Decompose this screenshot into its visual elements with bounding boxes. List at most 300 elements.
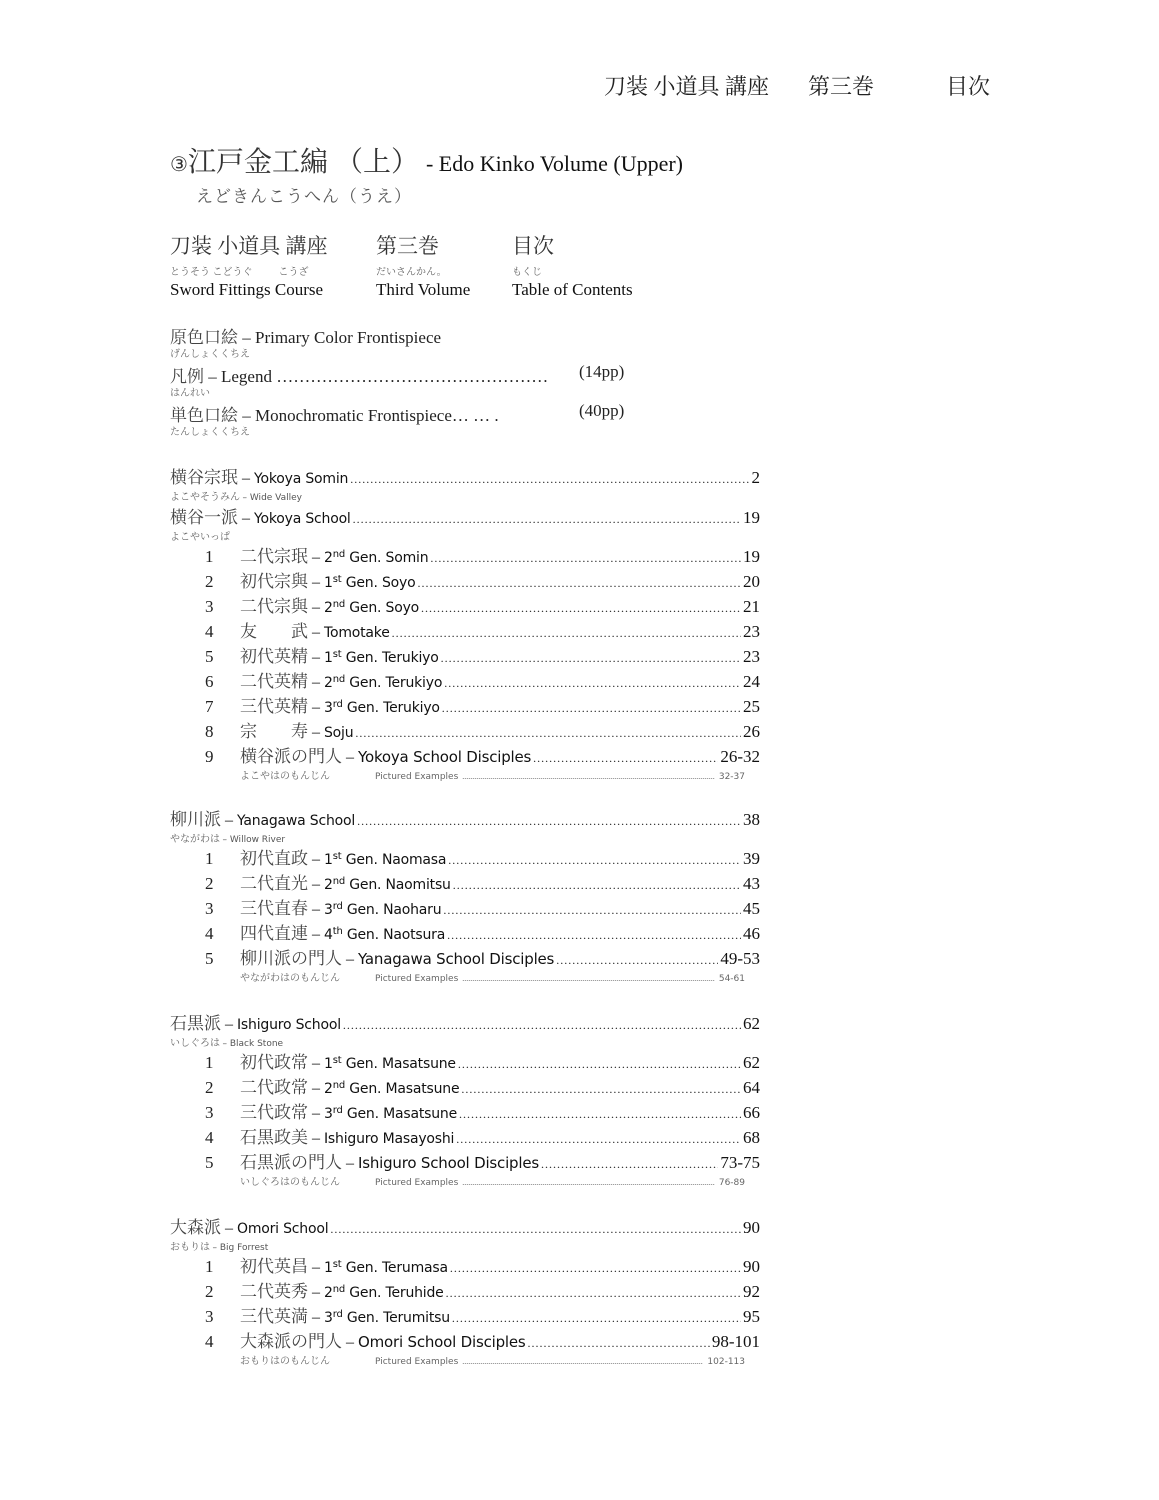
toc-entry[interactable]: [170, 944, 760, 969]
toc-section: [170, 503, 760, 781]
entry-jp: 三代政常: [240, 1103, 308, 1122]
entry-number: 3: [205, 1103, 214, 1122]
entry-name: Gen. Terumasa: [345, 1260, 448, 1276]
pictured-pages: 54-61: [718, 974, 745, 984]
generation-number: 1: [324, 650, 333, 666]
entry-jp: 初代宗與: [240, 572, 308, 591]
leader-dots: [458, 1057, 741, 1072]
title-jp: 江戸金工編 （上）: [187, 147, 419, 178]
toc-entry[interactable]: [170, 1327, 760, 1352]
entry-name: Gen. Terukiyo: [345, 650, 439, 666]
pictured-examples[interactable]: [170, 767, 745, 781]
section-heading[interactable]: [170, 503, 760, 528]
front-jp: 凡例: [170, 367, 204, 386]
ordinal-suffix: rd: [332, 901, 343, 912]
dash: –: [312, 649, 320, 666]
entry-name: Ishiguro Masayoshi: [324, 1131, 455, 1147]
volume-title: [170, 140, 683, 180]
leader-dots: [462, 974, 715, 983]
generation-number: 2: [324, 675, 333, 691]
ordinal-suffix: th: [332, 926, 343, 937]
generation-number: 3: [324, 902, 333, 918]
generation-number: 2: [324, 550, 333, 566]
generation-number: 3: [324, 1310, 333, 1326]
section-kana: [170, 528, 760, 542]
entry-name: Gen. Masatsune: [349, 1081, 460, 1097]
toc-entry[interactable]: [170, 869, 760, 894]
toc-entry[interactable]: [170, 742, 760, 767]
page-number: 21: [743, 597, 760, 616]
section-heading[interactable]: [170, 1009, 760, 1034]
page-number: 26: [743, 722, 760, 741]
page-number: 23: [743, 647, 760, 666]
toc-entry[interactable]: [170, 919, 760, 944]
toc-entry[interactable]: [170, 1148, 760, 1173]
toc-entry[interactable]: [170, 692, 760, 717]
entry-en: [324, 625, 390, 641]
ordinal-suffix: nd: [332, 876, 346, 887]
leader-dots: [350, 472, 749, 487]
generation-number: 1: [324, 1260, 333, 1276]
entry-number: 1: [205, 849, 214, 868]
entry-number: 2: [205, 1282, 214, 1301]
dash: –: [242, 510, 250, 527]
ordinal-suffix: st: [332, 649, 342, 660]
entry-number: 1: [205, 1053, 214, 1072]
entry-en: [324, 549, 428, 566]
leader-dots: [461, 1082, 741, 1097]
dash: –: [225, 1016, 233, 1033]
dash: –: [312, 851, 320, 868]
dash: –: [242, 328, 251, 347]
meaning: – Willow River: [222, 835, 286, 845]
page-number: 62: [743, 1053, 760, 1072]
leader-dots: [459, 1107, 741, 1122]
leader-dots: [357, 814, 741, 829]
entry-en: Yokoya Somin: [254, 471, 349, 487]
generation-number: 1: [324, 1056, 333, 1072]
leader-dots: [392, 626, 741, 641]
kana: おもりは: [170, 1242, 210, 1253]
page-count: (14pp): [579, 362, 625, 381]
entry-jp: 二代宗與: [240, 597, 308, 616]
title-en: - Edo Kinko Volume (Upper): [425, 151, 683, 176]
entry-jp: 石黒政美: [240, 1128, 308, 1147]
pictured-label: Pictured Examples: [375, 772, 459, 782]
section-jp: 横谷一派: [170, 508, 238, 527]
toc-entry[interactable]: [170, 1098, 760, 1123]
entry-number: 1: [205, 1257, 214, 1276]
dash: –: [312, 1259, 320, 1276]
entry-en: [324, 1284, 444, 1301]
section-en: Yanagawa School: [237, 813, 356, 829]
generation-number: 4: [324, 927, 333, 943]
front-kana: はんれい: [170, 388, 210, 399]
generation-number: 3: [324, 1106, 333, 1122]
page-number: 98-101: [711, 1332, 760, 1351]
section-en: Omori School: [237, 1221, 329, 1237]
leader-dots: [452, 1311, 741, 1326]
title-kana: えどきんこうへん（うえ）: [196, 187, 412, 206]
entry-jp: 柳川派の門人: [240, 949, 342, 968]
section-heading[interactable]: [170, 1213, 760, 1238]
dash: –: [312, 1284, 320, 1301]
kana: いしぐろは: [170, 1038, 220, 1049]
entry-name: Gen. Terumitsu: [346, 1310, 450, 1326]
entry-en: [324, 876, 451, 893]
entry-name: Yokoya School Disciples: [358, 748, 532, 766]
volume-en: Third Volume: [376, 280, 471, 299]
entry-name: Gen. Somin: [349, 550, 429, 566]
entry-jp: 二代宗珉: [240, 547, 308, 566]
ordinal-suffix: st: [332, 574, 342, 585]
leader-dots: … … .: [451, 406, 499, 425]
generation-number: 3: [324, 700, 333, 716]
leader-dots: …………………………………………: [271, 367, 549, 386]
entry-name: Tomotake: [324, 625, 390, 641]
entry-en: [358, 748, 531, 766]
leader-dots: [533, 751, 718, 766]
toc-entry[interactable]: [170, 1302, 760, 1327]
entry-number: 9: [205, 747, 214, 766]
meaning: – Big Forrest: [212, 1243, 269, 1253]
dash: –: [346, 749, 354, 766]
toc-section: [170, 1213, 760, 1366]
page-number: 39: [743, 849, 760, 868]
entry-number: 2: [205, 572, 214, 591]
toc-entry[interactable]: [170, 617, 760, 642]
entry-name: Soju: [324, 725, 354, 741]
dash: –: [225, 812, 233, 829]
kana: やながわは: [170, 834, 220, 845]
front-en: Primary Color Frontispiece: [255, 328, 442, 347]
section-kana: [170, 1238, 760, 1252]
entry-name: Gen. Naomitsu: [349, 877, 451, 893]
dash: –: [346, 1334, 354, 1351]
entry-name: Gen. Soyo: [345, 575, 416, 591]
entry-number: 2: [205, 874, 214, 893]
toc-entry[interactable]: [170, 1073, 760, 1098]
leader-dots: [462, 1178, 715, 1187]
entry-number: 5: [205, 647, 214, 666]
header-volume: 第三巻: [808, 74, 875, 99]
ordinal-suffix: rd: [332, 699, 343, 710]
page-number: 68: [743, 1128, 760, 1147]
toc-entry[interactable]: [170, 894, 760, 919]
toc-entry[interactable]: [170, 1123, 760, 1148]
page-number: 25: [743, 697, 760, 716]
entry-jp: 二代政常: [240, 1078, 308, 1097]
entry-en: [324, 725, 353, 741]
page-count: (40pp): [579, 401, 625, 420]
series-jp: 刀装 小道具 講座: [170, 234, 328, 258]
leader-dots: [450, 1261, 741, 1276]
pictured-kana: おもりはのもんじん: [240, 1356, 330, 1367]
leader-dots: [462, 772, 715, 781]
dash: –: [312, 1080, 320, 1097]
section-jp: 大森派: [170, 1218, 221, 1237]
dash: –: [208, 367, 217, 386]
leader-dots: [330, 1222, 741, 1237]
section-kana: [170, 830, 760, 844]
entry-name: Gen. Terukiyo: [349, 675, 443, 691]
toc-entry[interactable]: [170, 844, 760, 869]
front-matter-item[interactable]: [170, 401, 650, 423]
entry-jp: 宗 寿: [240, 722, 308, 741]
course-contents: [512, 230, 633, 300]
entry-en: [324, 599, 419, 616]
entry-jp: 初代政常: [240, 1053, 308, 1072]
front-matter: [170, 323, 650, 440]
page-number: 46: [743, 924, 760, 943]
entry-name: Gen. Masatsune: [346, 1106, 457, 1122]
entry-number: 8: [205, 722, 214, 741]
ordinal-suffix: nd: [332, 599, 346, 610]
front-jp: 単色口絵: [170, 406, 238, 425]
pictured-kana: やながわはのもんじん: [240, 973, 340, 984]
meaning: – Wide Valley: [242, 493, 303, 503]
toc-entry[interactable]: [170, 1252, 760, 1277]
entry-jp: 四代直連: [240, 924, 308, 943]
volume-jp: 第三巻: [376, 234, 439, 258]
entry-jp: 三代英満: [240, 1307, 308, 1326]
ordinal-suffix: st: [332, 1259, 342, 1270]
entry-jp: 大森派の門人: [240, 1332, 342, 1351]
contents-en: Table of Contents: [512, 280, 633, 299]
entry-jp: 二代直光: [240, 874, 308, 893]
dash: –: [312, 624, 320, 641]
series-kana: [170, 263, 328, 278]
dash: –: [312, 1055, 320, 1072]
leader-dots: [462, 1357, 703, 1366]
leader-dots: [430, 551, 741, 566]
page-number: 62: [743, 1014, 760, 1033]
front-en: Legend: [221, 367, 272, 386]
entry-number: 4: [205, 1332, 214, 1351]
page-number: 90: [743, 1257, 760, 1276]
toc-entry[interactable]: [170, 567, 760, 592]
section-jp: 柳川派: [170, 810, 221, 829]
leader-dots: [355, 726, 741, 741]
leader-dots: [443, 903, 741, 918]
page-number: 49-53: [720, 949, 760, 968]
page-number: 19: [743, 508, 760, 527]
entry-name: Gen. Terukiyo: [346, 700, 440, 716]
header-series: 刀装 小道具 講座: [604, 74, 770, 99]
entry-en: [324, 1080, 459, 1097]
entry-name: Gen. Naotsura: [346, 927, 446, 943]
entry-number: 6: [205, 672, 214, 691]
toc-section: [170, 1009, 760, 1187]
page-number: 45: [743, 899, 760, 918]
leader-dots: [421, 601, 741, 616]
page-number: 2: [751, 468, 760, 487]
dash: –: [242, 470, 250, 487]
pictured-label: Pictured Examples: [375, 974, 459, 984]
entry-en: [324, 649, 439, 666]
entry-jp: 横谷宗珉: [170, 468, 238, 487]
entry-jp: 初代直政: [240, 849, 308, 868]
contents-kana: もくじ: [512, 267, 542, 278]
dash: –: [312, 926, 320, 943]
entry-en: [324, 1309, 450, 1326]
pictured-examples[interactable]: [170, 969, 745, 983]
ordinal-suffix: nd: [332, 549, 346, 560]
toc-entry[interactable]: [170, 667, 760, 692]
dash: –: [225, 1220, 233, 1237]
entry-name: Gen. Naomasa: [345, 852, 447, 868]
dash: –: [312, 901, 320, 918]
generation-number: 2: [324, 600, 333, 616]
pictured-pages: 102-113: [707, 1357, 745, 1367]
toc-entry[interactable]: [170, 592, 760, 617]
toc-entry[interactable]: [170, 542, 760, 567]
section-en: Ishiguro School: [237, 1017, 341, 1033]
series-en: Sword Fittings Course: [170, 280, 324, 299]
page-number: 23: [743, 622, 760, 641]
pictured-pages: 32-37: [718, 772, 745, 782]
dash: –: [346, 951, 354, 968]
toc-entry[interactable]: [170, 642, 760, 667]
ordinal-suffix: nd: [332, 1284, 346, 1295]
dash: –: [242, 406, 251, 425]
dash: –: [346, 1155, 354, 1172]
page-number: 38: [743, 810, 760, 829]
page-number: 20: [743, 572, 760, 591]
generation-number: 2: [324, 877, 333, 893]
entry-jp: 二代英精: [240, 672, 308, 691]
entry-en: [358, 1154, 539, 1172]
entry-jp: 三代直春: [240, 899, 308, 918]
leader-dots: [442, 701, 741, 716]
entry-number: 5: [205, 1153, 214, 1172]
leader-dots: [456, 1132, 741, 1147]
leader-dots: [417, 576, 741, 591]
leader-dots: [444, 676, 741, 691]
page-number: 73-75: [720, 1153, 760, 1172]
page-number: 24: [743, 672, 760, 691]
entry-number: 3: [205, 1307, 214, 1326]
page-number: 95: [743, 1307, 760, 1326]
entry-number: 5: [205, 949, 214, 968]
toc-entry[interactable]: [170, 1277, 760, 1302]
ordinal-suffix: nd: [332, 674, 346, 685]
entry-name: Gen. Teruhide: [349, 1285, 444, 1301]
entry-jp: 三代英精: [240, 697, 308, 716]
entry-jp: 横谷派の門人: [240, 747, 342, 766]
front-kana: たんしょくくちえ: [170, 427, 250, 438]
entry-name: Gen. Soyo: [349, 600, 420, 616]
entry-en: [324, 851, 446, 868]
dash: –: [312, 574, 320, 591]
entry-number: 4: [205, 1128, 214, 1147]
page-number: 90: [743, 1218, 760, 1237]
entry-en: [324, 1131, 454, 1147]
entry-name: Gen. Naoharu: [346, 902, 442, 918]
dash: –: [312, 699, 320, 716]
section-jp: 石黒派: [170, 1014, 221, 1033]
header-contents: 目次: [946, 74, 991, 99]
entry-jp: 友 武: [240, 622, 308, 641]
entry-jp: 石黒派の門人: [240, 1153, 342, 1172]
meaning: – Black Stone: [222, 1039, 284, 1049]
course-volume: [376, 230, 470, 300]
toc-section: [170, 805, 760, 983]
leader-dots: [343, 1018, 741, 1033]
leader-dots: [453, 878, 741, 893]
leader-dots: [556, 953, 718, 968]
toc-entry[interactable]: [170, 1048, 760, 1073]
entry-name: Omori School Disciples: [358, 1333, 526, 1351]
dash: –: [312, 599, 320, 616]
volume-title-block: [170, 140, 683, 207]
entry-number: 1: [205, 547, 214, 566]
entry-en: [358, 950, 554, 968]
volume-kana: だいさんかん。: [376, 267, 447, 278]
circled-number: ③: [170, 154, 188, 176]
toc-line-somin[interactable]: [170, 463, 760, 488]
front-matter-item[interactable]: [170, 362, 650, 384]
entry-en: [324, 926, 445, 943]
leader-dots: [541, 1157, 718, 1172]
page-number: 19: [743, 547, 760, 566]
leader-dots: [446, 1286, 741, 1301]
leader-dots: [448, 853, 741, 868]
ordinal-suffix: rd: [332, 1105, 343, 1116]
front-kana: げんしょくくちえ: [170, 349, 250, 360]
entry-en: [324, 1259, 448, 1276]
generation-number: 2: [324, 1081, 333, 1097]
entry-number: 4: [205, 924, 214, 943]
section-en: Yokoya School: [254, 511, 351, 527]
entry-en: [324, 674, 442, 691]
front-matter-item[interactable]: [170, 323, 650, 345]
pictured-pages: 76-89: [718, 1178, 745, 1188]
pictured-label: Pictured Examples: [375, 1357, 459, 1367]
dash: –: [312, 674, 320, 691]
toc-somin: [170, 463, 760, 502]
dash: –: [312, 1309, 320, 1326]
pictured-examples[interactable]: [170, 1173, 745, 1187]
front-jp: 原色口絵: [170, 328, 238, 347]
kana: よこやそうみん: [170, 492, 240, 503]
contents-jp: 目次: [512, 234, 554, 258]
toc-entry[interactable]: [170, 717, 760, 742]
entry-en: [324, 1055, 456, 1072]
generation-number: 1: [324, 852, 333, 868]
page-number: 92: [743, 1282, 760, 1301]
page-number: 26-32: [720, 747, 760, 766]
entry-en: [324, 1105, 457, 1122]
leader-dots: [353, 512, 741, 527]
pictured-kana: いしぐろはのもんじん: [240, 1177, 340, 1188]
entry-name: Ishiguro School Disciples: [358, 1154, 539, 1172]
pictured-examples[interactable]: [170, 1352, 745, 1366]
entry-number: 4: [205, 622, 214, 641]
generation-number: 1: [324, 575, 333, 591]
entry-jp: 初代英精: [240, 647, 308, 666]
series-kana-1: とうそう こどうぐ: [170, 267, 253, 278]
section-heading[interactable]: [170, 805, 760, 830]
ordinal-suffix: nd: [332, 1080, 346, 1091]
page-number: 64: [743, 1078, 760, 1097]
entry-name: Yanagawa School Disciples: [358, 950, 555, 968]
entry-number: 3: [205, 899, 214, 918]
page-number: 66: [743, 1103, 760, 1122]
course-series: [170, 230, 328, 300]
dash: –: [312, 876, 320, 893]
entry-jp: 初代英昌: [240, 1257, 308, 1276]
